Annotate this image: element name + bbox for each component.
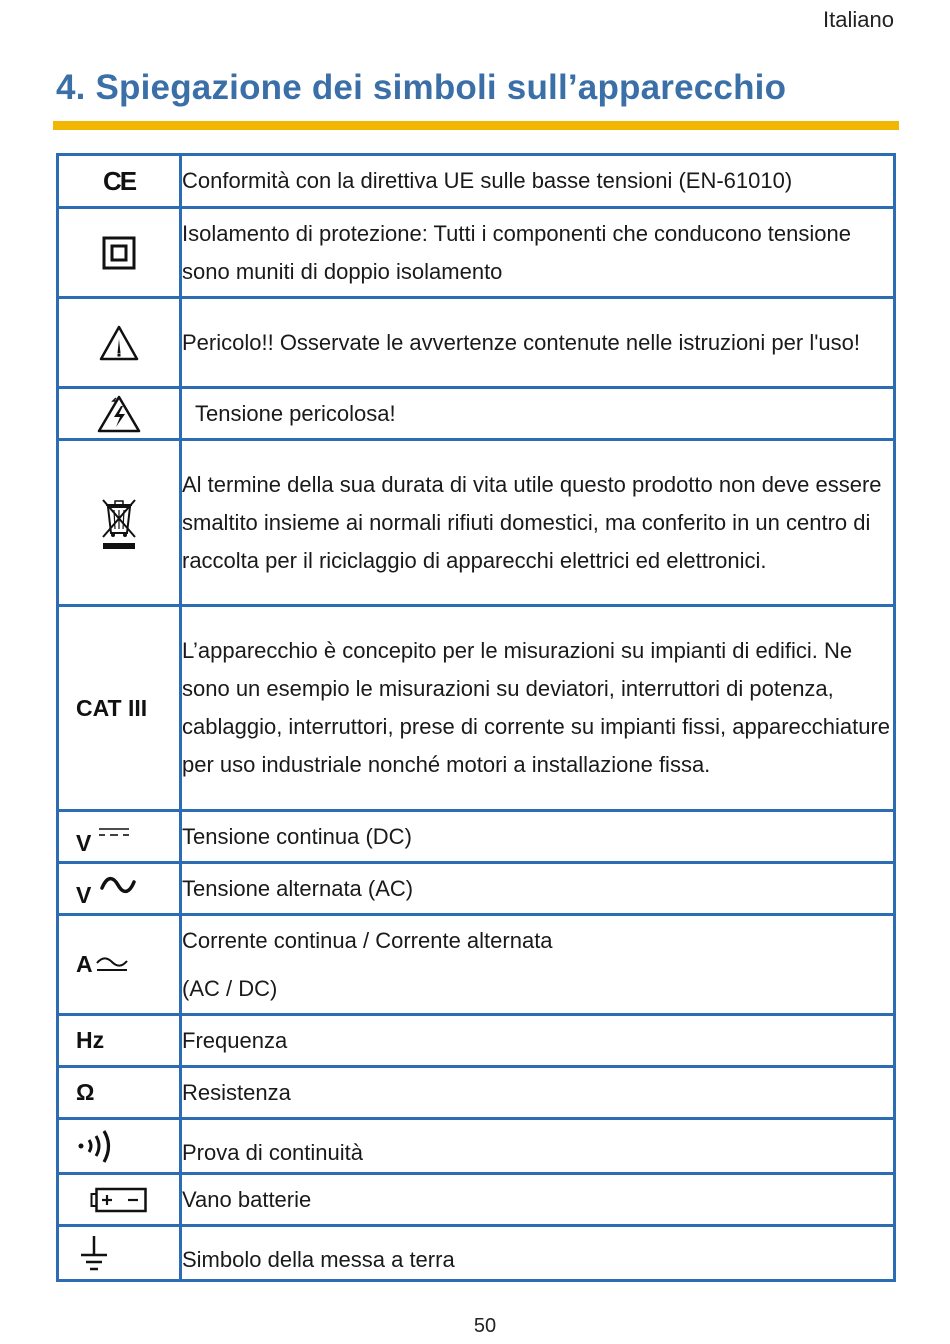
ground-icon [79,1235,109,1273]
table-row [58,1174,895,1226]
double-insulation-icon [102,236,136,270]
table-row [58,811,895,863]
symbol-cell [58,811,181,863]
table-row [58,915,895,1015]
symbol-cell [58,606,181,811]
symbol-cell [58,1226,181,1281]
continuity-beeper-icon [76,1129,120,1165]
symbol-cell [58,1174,181,1226]
symbol-cell [58,388,181,440]
description-cell: Simbolo della messa a terra [181,1226,895,1281]
description-cell: Conformità con la direttiva UE sulle basse tensioni (EN-61010) [181,155,895,208]
symbol-cell [58,298,181,388]
symbol-cell [58,1067,181,1119]
page-number: 50 [473,1315,497,1337]
battery-icon [90,1186,148,1214]
symbol-cell [58,155,181,208]
cat-iii-label: CAT III [76,694,148,721]
description-cell [181,915,895,1015]
table-row [58,155,895,208]
symbols-table [56,153,896,1282]
title-underline [53,121,899,130]
description-line: (AC / DC) [182,975,278,1001]
dc-icon [97,824,131,844]
ac-dc-icon [95,955,129,975]
description-cell: Prova di continuità [181,1119,895,1174]
table-row [58,1067,895,1119]
table-row [58,298,895,388]
ce-mark-icon: CE [102,165,136,196]
description-line: Corrente continua / Corrente alternata [182,927,553,953]
table-row [58,208,895,298]
symbol-cell [58,1015,181,1067]
table-row [58,1015,895,1067]
description-cell: Vano batterie [181,1174,895,1226]
description-cell: Pericolo!! Osservate le avvertenze contenute nelle istruzioni per l'uso! [181,298,895,388]
description-cell: L’apparecchio è concepito per le misurazioni su impianti di edifici. Ne sono un esempio le misurazioni su deviatori, interruttori di potenza, cablaggio, interruttori, prese di corrente su impianti fissi, apparecchiature per uso industriale nonché motori a installazione fissa. [181,606,895,811]
crossed-bin-icon [99,495,139,551]
symbol-cell [58,863,181,915]
ohm-symbol: Ω [76,1079,95,1105]
volt-symbol: V [76,830,92,856]
table-row [58,863,895,915]
description-cell: Tensione pericolosa! [181,388,895,440]
symbol-cell [58,440,181,606]
table-row [58,440,895,606]
warning-triangle-icon [98,324,140,362]
symbol-cell [58,208,181,298]
description-cell: Frequenza [181,1015,895,1067]
table-row [58,388,895,440]
description-cell: Resistenza [181,1067,895,1119]
language-label: Italiano [823,7,894,32]
description-cell: Tensione alternata (AC) [181,863,895,915]
table-row [58,606,895,811]
ac-icon [99,874,137,896]
volt-symbol: V [76,882,92,908]
ampere-symbol: A [76,951,93,977]
description-cell: Isolamento di protezione: Tutti i componenti che conducono tensione sono muniti di doppio isolamento [181,208,895,298]
description-cell: Al termine della sua durata di vita utile questo prodotto non deve essere smaltito insieme ai normali rifiuti domestici, ma conferito in un centro di raccolta per il riciclaggio di apparecchi elettrici ed elettronici. [181,440,895,606]
table-row [58,1226,895,1281]
hertz-symbol: Hz [76,1027,105,1053]
description-cell: Tensione continua (DC) [181,811,895,863]
symbol-cell [58,1119,181,1174]
high-voltage-icon [96,394,142,434]
symbol-cell [58,915,181,1015]
page-title: 4. Spiegazione dei simboli sull’apparecchio [56,68,787,107]
table-row [58,1119,895,1174]
